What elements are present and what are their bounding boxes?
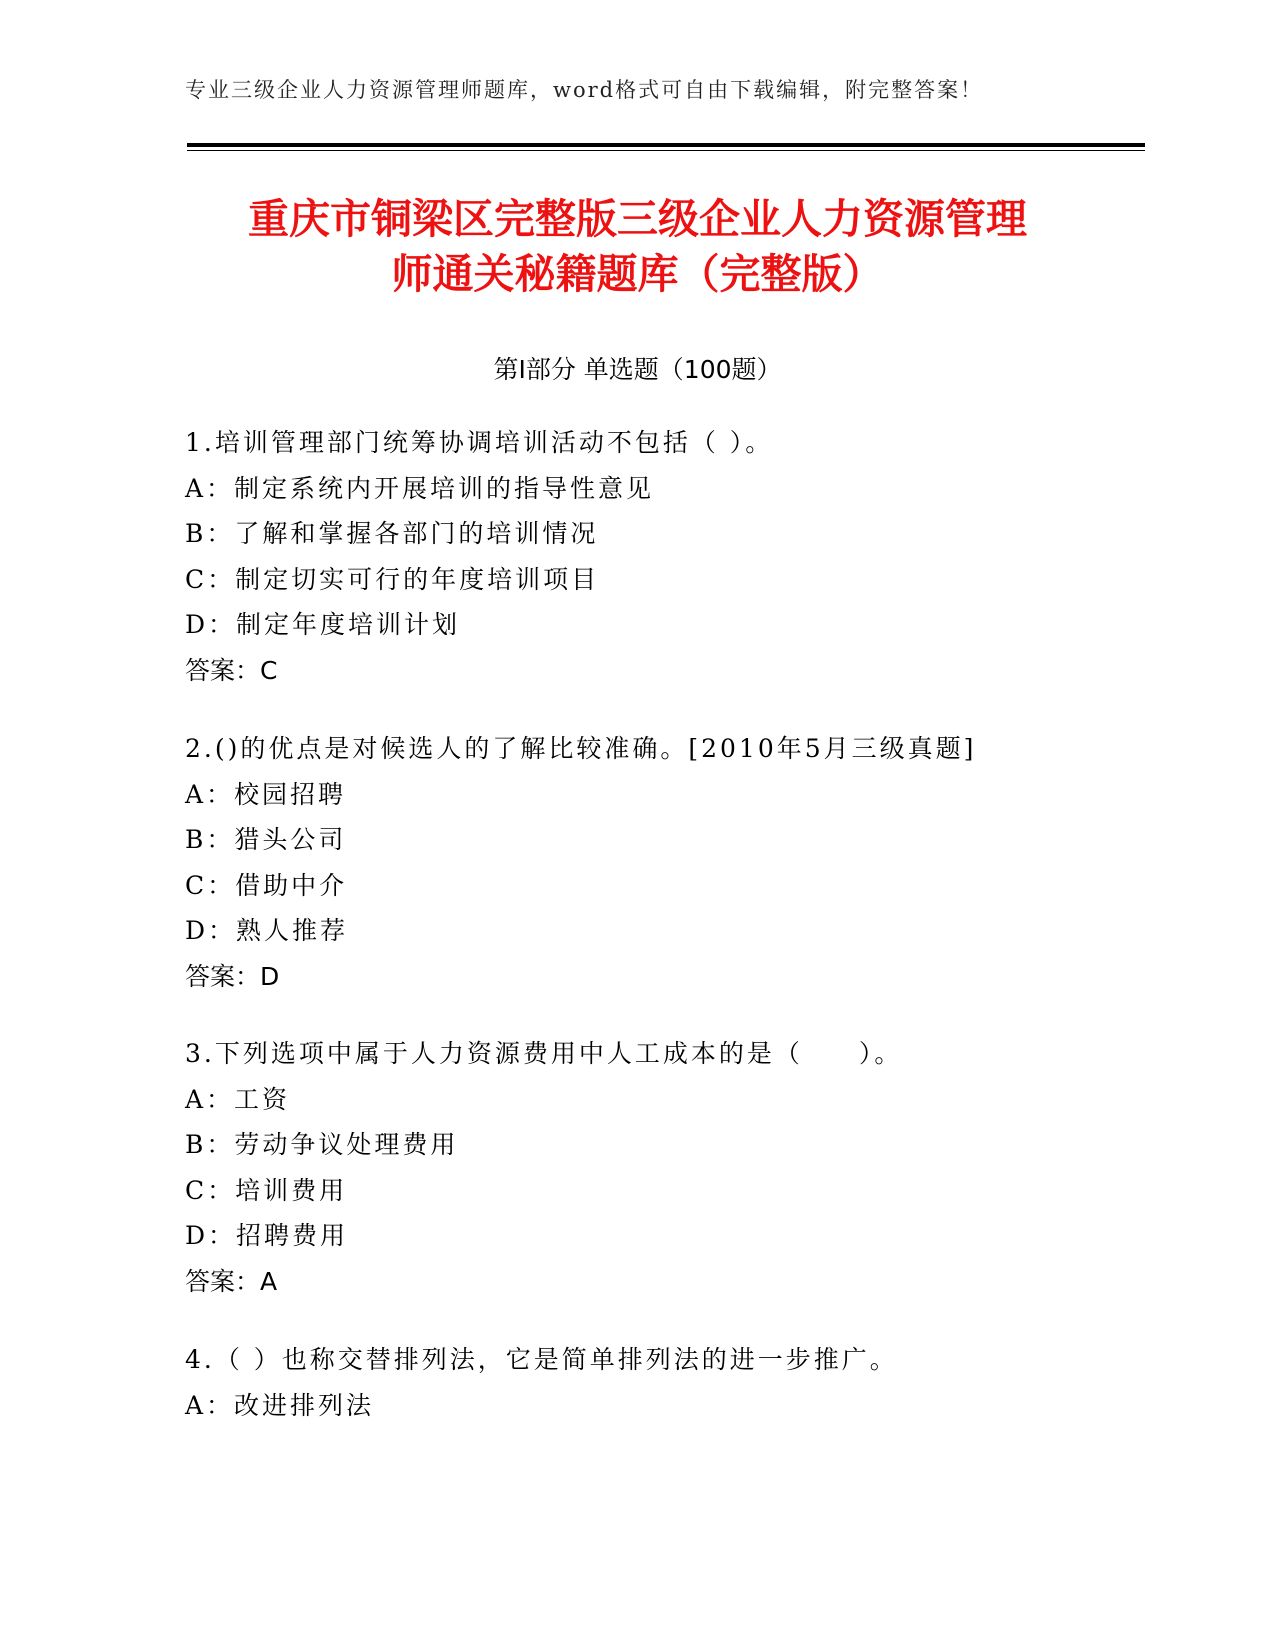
option-b: B：猎头公司 (185, 825, 347, 854)
document-title (150, 192, 1125, 302)
title-line-1: 重庆市铜梁区完整版三级企业人力资源管理 (248, 195, 1027, 243)
question-3 (185, 1031, 902, 1304)
option-b: B：劳动争议处理费用 (185, 1130, 459, 1159)
question-stem: 2.()的优点是对候选人的了解比较准确。[2010年5月三级真题] (185, 734, 977, 763)
option-d: D：熟人推荐 (185, 916, 349, 945)
option-c: C：制定切实可行的年度培训项目 (185, 564, 600, 594)
option-a: A：改进排列法 (185, 1390, 375, 1420)
question-stem: 3.下列选项中属于人力资源费用中人工成本的是（ ）。 (185, 1039, 903, 1068)
option-a: A：校园招聘 (185, 779, 347, 809)
section-heading: 第Ⅰ部分 单选题（100题） (493, 355, 782, 384)
option-a: A：制定系统内开展培训的指导性意见 (185, 473, 655, 503)
title-line-2: 师通关秘籍题库（完整版） (391, 250, 884, 298)
option-b: B：了解和掌握各部门的培训情况 (185, 519, 599, 548)
option-c: C：培训费用 (185, 1175, 348, 1205)
question-2 (185, 726, 976, 999)
option-d: D：招聘费用 (185, 1221, 349, 1250)
header-rule-thin (187, 150, 1145, 151)
header-rule-thick (187, 143, 1145, 147)
page-header: 专业三级企业人力资源管理师题库，word格式可自由下载编辑，附完整答案！ (185, 78, 984, 102)
question-4 (185, 1337, 898, 1428)
answer: 答案：D (185, 961, 280, 991)
answer: 答案：A (185, 1266, 278, 1296)
question-stem: 1.培训管理部门统筹协调培训活动不包括（ ）。 (185, 428, 774, 457)
option-a: A：工资 (185, 1084, 291, 1114)
answer: 答案：C (185, 655, 278, 685)
option-d: D：制定年度培训计划 (185, 610, 461, 639)
question-stem: 4.（ ）也称交替排列法，它是简单排列法的进一步推广。 (185, 1345, 898, 1374)
question-1 (185, 420, 773, 693)
option-c: C：借助中介 (185, 870, 348, 900)
